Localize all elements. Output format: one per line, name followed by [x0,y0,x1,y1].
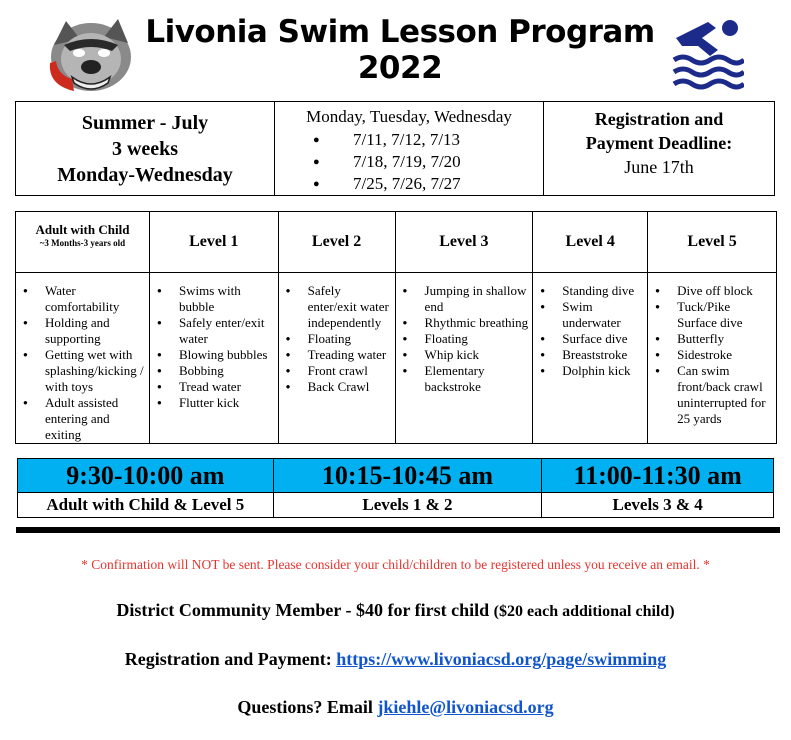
skill-item: ● Blowing bubbles [150,347,274,363]
skill-item: ● Holding and supporting [16,315,145,347]
skill-item: ● Back Crawl [279,379,391,395]
session-summary-cell [16,102,275,196]
session-days: Monday-Wednesday [57,164,233,186]
skill-list [396,283,533,395]
deadline-label-1: Registration and [594,109,724,129]
skill-list [533,283,647,379]
skill-list [648,283,776,427]
email-link[interactable]: jkiehle@livoniacsd.org [377,697,554,717]
skill-item: ● Treading water [279,347,391,363]
header-level-1: Level 1 [149,212,278,273]
fee-extra: ($20 each additional child) [493,603,675,620]
fee-line [0,600,791,621]
level3-skills-cell [395,273,533,444]
skill-item: ● Flutter kick [150,395,274,411]
meeting-days: Monday, Tuesday, Wednesday [306,107,512,126]
time-slot-3: 11:00-11:30 am [542,459,774,493]
skill-item: ● Can swim front/back crawl uninterrupted for 25 yards [648,363,772,427]
fee-main: District Community Member - $40 for first child [116,600,490,620]
header-level-3: Level 3 [395,212,533,273]
deadline-date: June 17th [624,157,694,177]
title-year: 2022 [357,50,443,86]
dates-cell [275,102,544,196]
skill-item: ● Front crawl [279,363,391,379]
group-slot-2: Levels 1 & 2 [273,493,542,518]
bulldog-logo-icon [44,15,136,95]
time-slot-2: 10:15-10:45 am [273,459,542,493]
skill-item: ● Butterfly [648,331,772,347]
skill-item: ● Sidestroke [648,347,772,363]
level1-skills-cell [149,273,278,444]
skill-item: ● Breaststroke [533,347,643,363]
time-slot-1: 9:30-10:00 am [18,459,274,493]
skill-item: ● Tuck/Pike Surface dive [648,299,772,331]
skill-item: ● Getting wet with splashing/kicking / with toys [16,347,145,395]
deadline-label-2: Payment Deadline: [585,133,733,153]
skill-item: ● Surface dive [533,331,643,347]
questions-line [0,697,791,718]
skill-item: ● Standing dive [533,283,643,299]
header-adult-with-child: Adult with Child ~3 Months-3 years old [16,212,150,273]
skill-item: ● Bobbing [150,363,274,379]
confirmation-notice: * Confirmation will NOT be sent. Please consider your child/children to be registered unless you receive an email. * [81,557,710,572]
questions-label: Questions? Email [237,697,373,717]
level2-skills-cell [278,273,395,444]
header-level-2: Level 2 [278,212,395,273]
skill-list [279,283,395,395]
registration-line [0,649,791,670]
divider [16,527,780,533]
deadline-cell [544,102,775,196]
level5-skills-cell [648,273,777,444]
skill-item: ● Swim underwater [533,299,643,331]
header-level-4: Level 4 [533,212,648,273]
session-duration: 3 weeks [111,138,179,160]
skill-list [16,283,149,443]
header-level-5: Level 5 [648,212,777,273]
skill-item: ● Floating [279,331,391,347]
skill-item: ● Safely enter/exit water independently [279,283,391,331]
levels-table [15,211,777,444]
skill-list [150,283,278,411]
skill-item: ● Floating [396,331,529,347]
registration-link[interactable]: https://www.livoniacsd.org/page/swimming [336,649,667,669]
skill-item: ● Adult assisted entering and exiting [16,395,145,443]
group-slot-3: Levels 3 & 4 [542,493,774,518]
group-slot-1: Adult with Child & Level 5 [18,493,274,518]
skill-item: ● Swims with bubble [150,283,274,315]
page-title [140,14,660,86]
session-info-table [15,101,775,196]
date-item: ● 7/11, 7/12, 7/13 [275,129,543,151]
skill-item: ● Rhythmic breathing [396,315,529,331]
skill-item: ● Dolphin kick [533,363,643,379]
date-item: ● 7/18, 7/19, 7/20 [275,151,543,173]
skill-item: ● Whip kick [396,347,529,363]
skill-item: ● Tread water [150,379,274,395]
skill-item: ● Elementary backstroke [396,363,529,395]
skill-item: ● Safely enter/exit water [150,315,274,347]
date-list [275,129,543,195]
adult-age-range: ~3 Months-3 years old [39,238,126,248]
schedule-table [17,458,774,518]
skill-item: ● Jumping in shallow end [396,283,529,315]
date-item: ● 7/25, 7/26, 7/27 [275,173,543,195]
swimmer-icon [672,16,744,92]
skill-item: ● Water comfortability [16,283,145,315]
registration-label: Registration and Payment: [124,649,332,669]
title-line1: Livonia Swim Lesson Program [145,14,655,50]
session-season: Summer - July [81,112,209,134]
skill-item: ● Dive off block [648,283,772,299]
level4-skills-cell [533,273,648,444]
adult-skills-cell [16,273,150,444]
